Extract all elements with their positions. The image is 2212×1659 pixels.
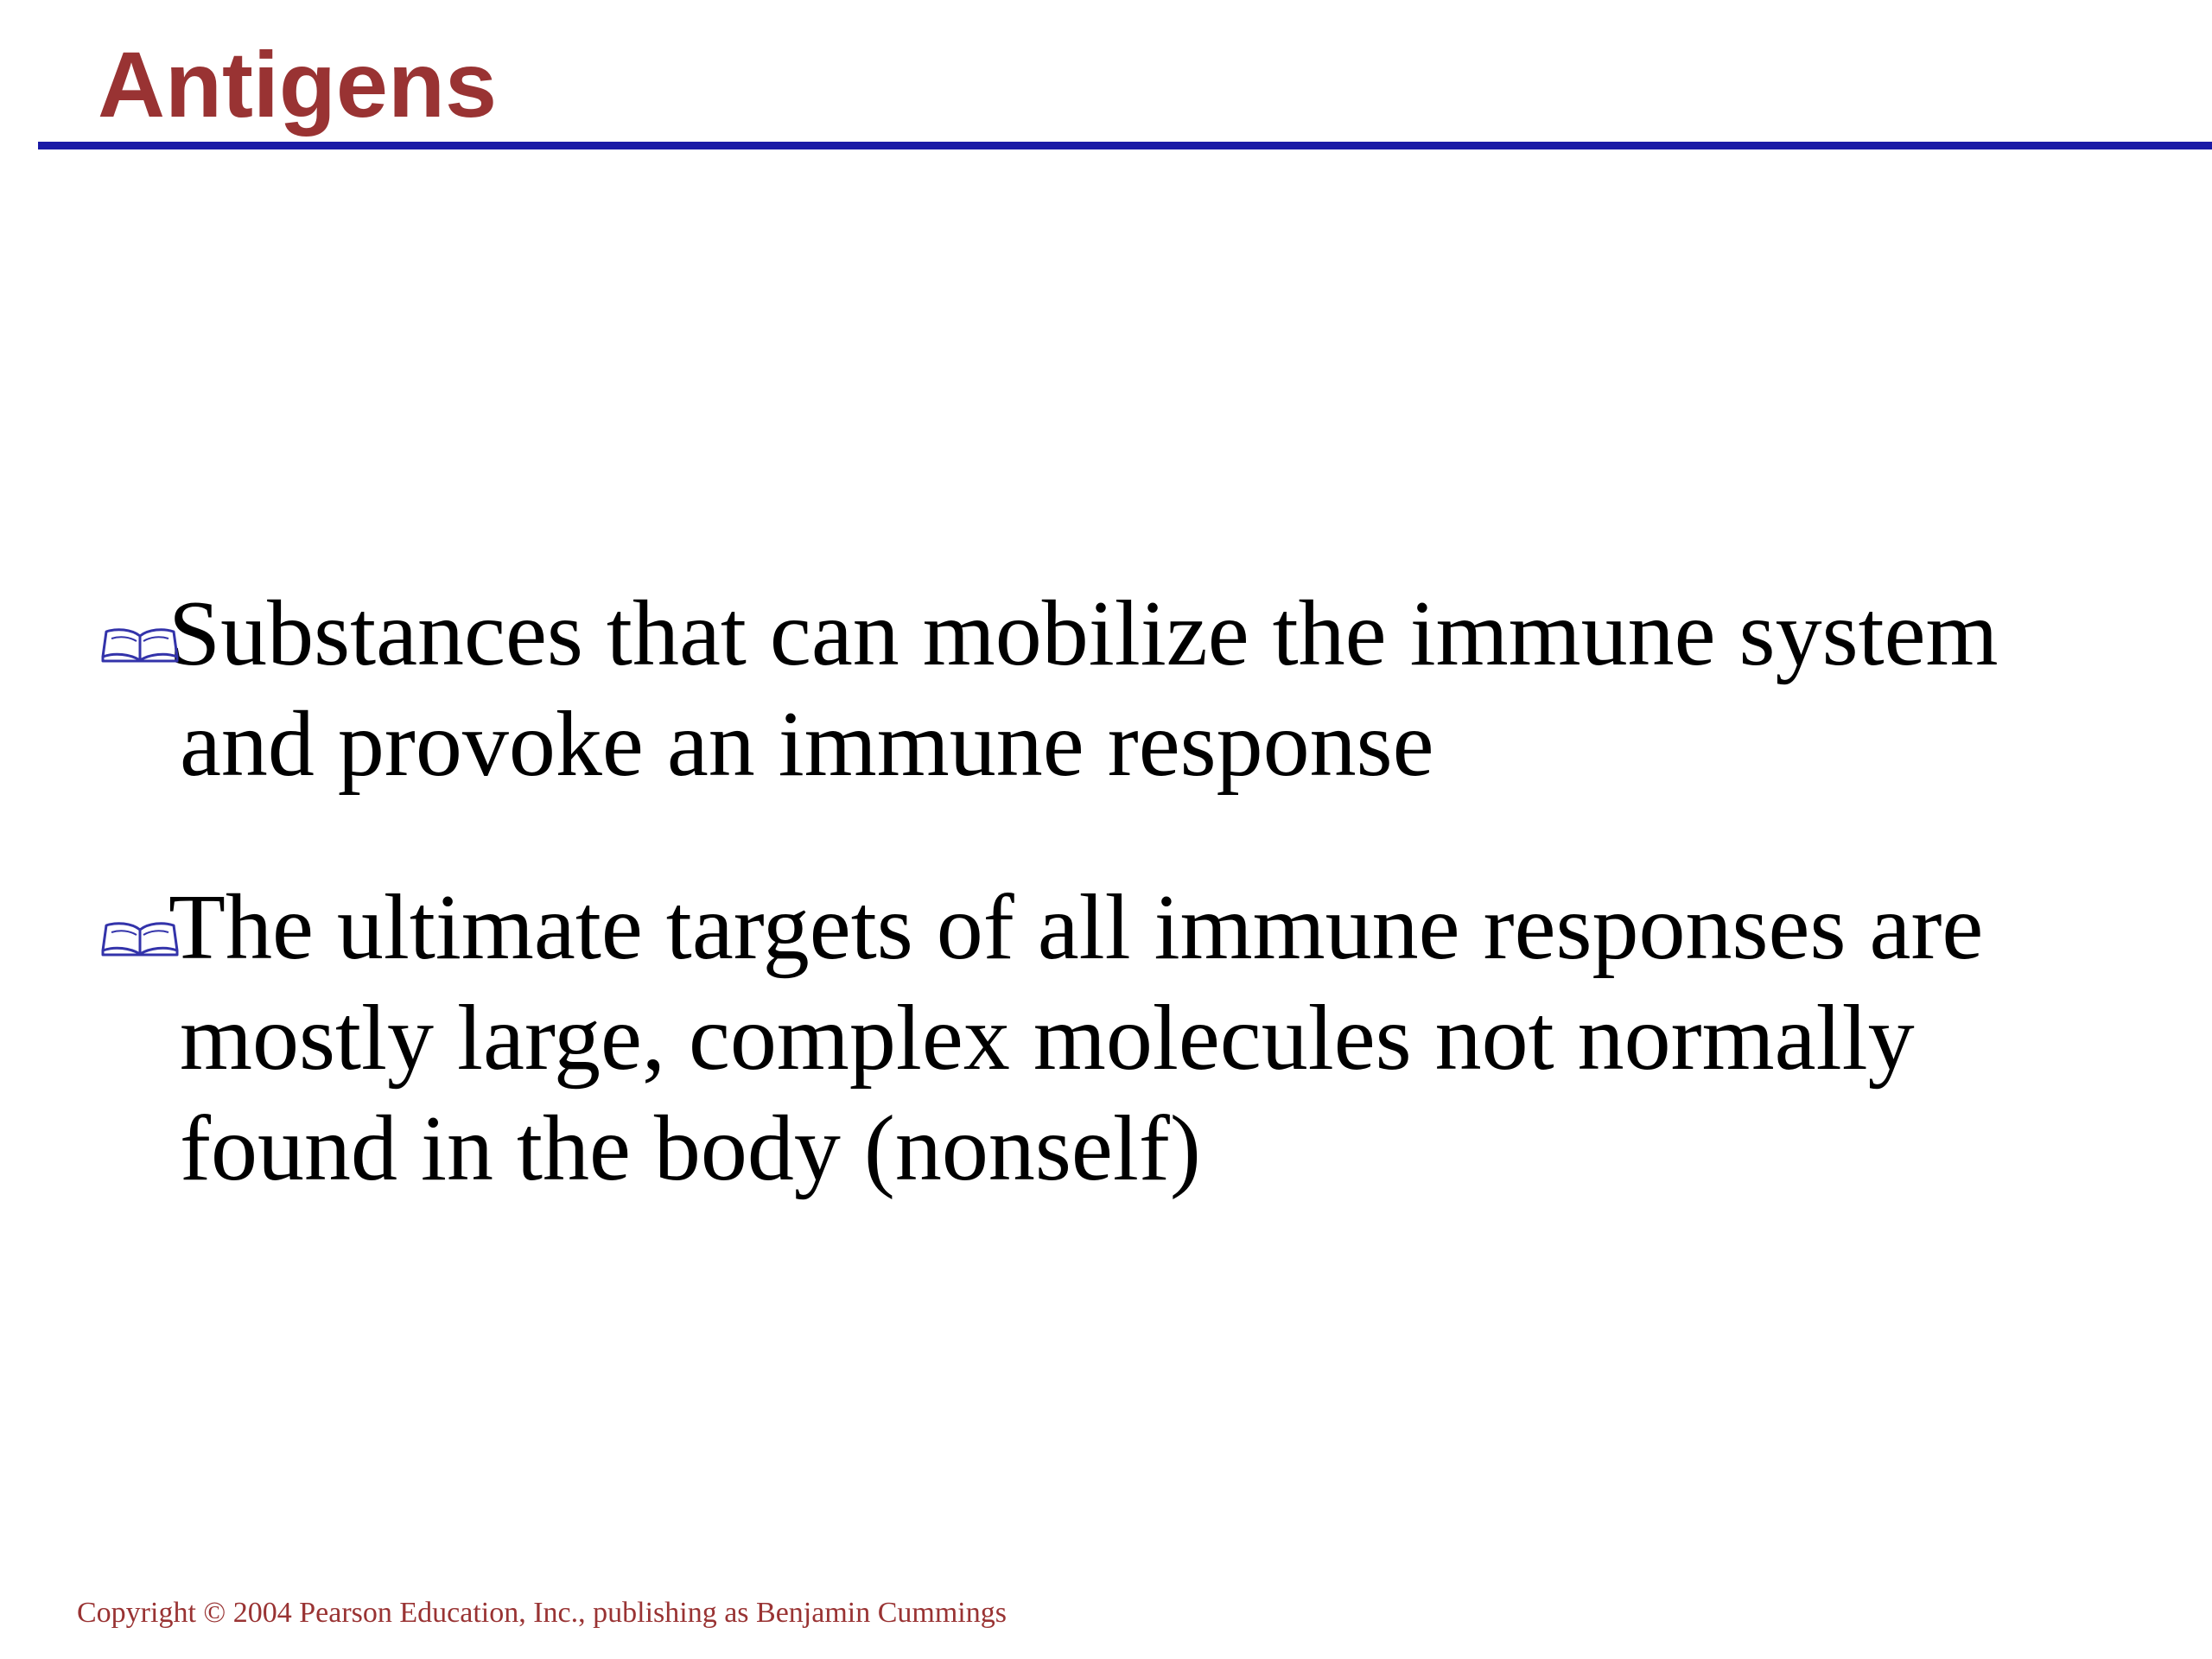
open-book-icon (101, 918, 179, 957)
copyright-notice: Copyright © 2004 Pearson Education, Inc., publishing as Benjamin Cummings (77, 1597, 1007, 1629)
bullet-item (99, 873, 2087, 1205)
bullet-item (99, 579, 2087, 800)
bullet-text: The ultimate targets of all immune responses are mostly large, complex molecules not normally found in the body (nonself) (168, 876, 1984, 1200)
slide-title: Antigens (98, 32, 498, 137)
bullet-list (99, 579, 2087, 1277)
bullet-text: Substances that can mobilize the immune system and provoke an immune response (168, 582, 1999, 796)
open-book-icon (101, 624, 179, 664)
title-divider (38, 142, 2212, 149)
